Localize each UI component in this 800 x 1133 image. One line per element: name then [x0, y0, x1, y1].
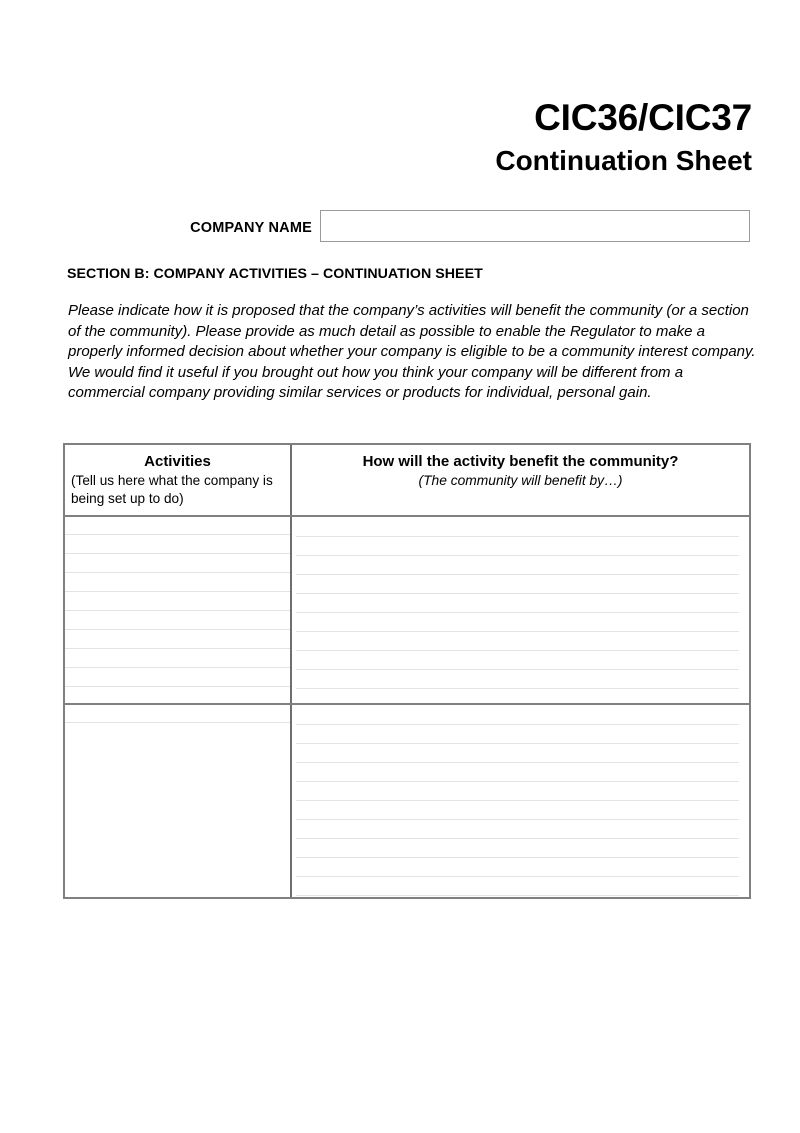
ruled-area-activities-2[interactable]	[65, 705, 290, 897]
ruled-area-benefit-2[interactable]	[292, 705, 749, 897]
writing-rule-line	[296, 857, 739, 858]
writing-rule-line	[296, 876, 739, 877]
writing-rule-line	[65, 667, 290, 668]
writing-rule-line	[296, 743, 739, 744]
writing-rule-line	[296, 555, 739, 556]
header-benefit-subtitle: (The community will benefit by…)	[418, 473, 623, 488]
writing-rule-line	[65, 572, 290, 573]
table-row	[65, 703, 749, 897]
writing-rule-line	[296, 895, 739, 896]
writing-rule-line	[296, 574, 739, 575]
company-name-row	[63, 210, 752, 244]
writing-rule-line	[65, 591, 290, 592]
section-b-heading: SECTION B: COMPANY ACTIVITIES – CONTINUATION SHEET	[67, 266, 483, 282]
writing-rule-line	[296, 724, 739, 725]
header-activities-subtitle: (Tell us here what the company is being set up to do)	[71, 473, 273, 506]
writing-rule-line	[296, 688, 739, 689]
writing-rule-line	[65, 648, 290, 649]
writing-rule-line	[296, 762, 739, 763]
writing-rule-line	[65, 534, 290, 535]
benefit-entry-cell-2[interactable]	[292, 705, 749, 897]
writing-rule-line	[296, 800, 739, 801]
activities-entry-cell-2[interactable]	[65, 705, 292, 897]
writing-rule-line	[296, 669, 739, 670]
header-cell-benefit	[292, 445, 749, 515]
writing-rule-line	[65, 610, 290, 611]
document-title-block	[0, 96, 752, 178]
writing-rule-line	[296, 612, 739, 613]
activities-table	[63, 443, 751, 899]
writing-rule-line	[296, 781, 739, 782]
table-row	[65, 515, 749, 703]
writing-rule-line	[65, 629, 290, 630]
ruled-area-activities-1[interactable]	[65, 517, 290, 703]
writing-rule-line	[65, 553, 290, 554]
writing-rule-line	[296, 593, 739, 594]
header-benefit-title: How will the activity benefit the community?	[362, 453, 679, 470]
activities-entry-cell-1[interactable]	[65, 517, 292, 703]
writing-rule-line	[296, 819, 739, 820]
benefit-entry-cell-1[interactable]	[292, 517, 749, 703]
writing-rule-line	[296, 838, 739, 839]
header-activities-title: Activities	[144, 453, 211, 470]
company-name-input[interactable]	[320, 210, 750, 242]
company-name-label: COMPANY NAME	[190, 220, 312, 236]
document-title: CIC36/CIC37	[534, 97, 752, 138]
writing-rule-line	[65, 722, 290, 723]
document-subtitle: Continuation Sheet	[495, 145, 752, 176]
header-cell-activities	[65, 445, 292, 515]
section-b-instructions: Please indicate how it is proposed that the company’s activities will benefit the community (or a section of the community). Please provide as much detail as possible to enable the Regulator to make a properly informed decision about whether your company is eligible to be a community interest company. We would find it useful if you brought out how you think your company will be different from a commercial company providing similar services or products for individual, personal gain.	[68, 302, 756, 402]
table-header-row	[65, 445, 749, 515]
writing-rule-line	[296, 631, 739, 632]
writing-rule-line	[296, 536, 739, 537]
ruled-area-benefit-1[interactable]	[292, 517, 749, 703]
writing-rule-line	[296, 650, 739, 651]
writing-rule-line	[65, 686, 290, 687]
